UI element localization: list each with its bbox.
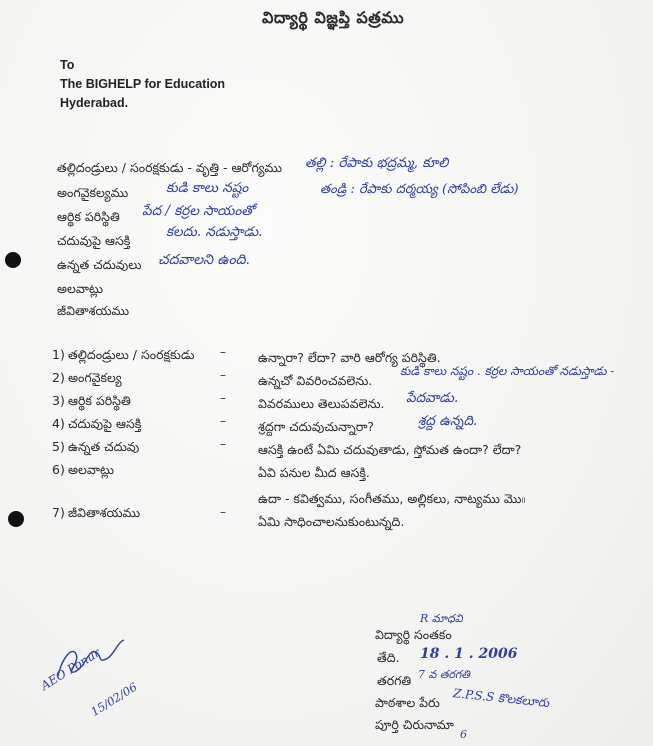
officer-note: AEO Ponur	[38, 645, 103, 693]
school-value: Z.P.S.S కొలకలూరు	[452, 686, 550, 711]
address-city: Hyderabad.	[60, 96, 129, 110]
student-signature-label: విద్యార్థి సంతకం	[375, 627, 452, 642]
guide-dash: –	[220, 437, 226, 451]
punch-hole	[5, 252, 21, 268]
address-to: To	[60, 58, 75, 72]
guide-text-3: వివరములు తెలుపవలెను.	[258, 396, 385, 411]
address-organization: The BIGHELP for Education	[60, 77, 226, 91]
student-signature: R మాధవి	[420, 612, 463, 625]
guide-answer-3: పేదవాడు.	[406, 390, 459, 406]
field-label-higher-studies: ఉన్నత చదువులు	[57, 257, 142, 272]
officer-note-date: 15/02/06	[88, 679, 140, 719]
field-value-financial: పేద / కర్రల సాయంతో	[142, 203, 255, 219]
guide-num-4: 4)	[52, 416, 65, 431]
guide-label-4: చదువుపై ఆసక్తి	[68, 416, 142, 431]
field-label-ambition: జీవితాశయము	[57, 303, 130, 318]
guide-label-5: ఉన్నత చదువు	[68, 439, 140, 454]
form-title: విద్యార్థి విజ్ఞప్తి పత్రము	[262, 8, 405, 27]
guide-dash: –	[220, 414, 226, 428]
officer-signature-icon	[52, 628, 132, 688]
field-label-parents: తల్లిదండ్రులు / సంరక్షకుడు - వృత్తి - ఆరోగ్యము	[57, 160, 282, 175]
guide-text-6: ఏవి పనుల మీద ఆసక్తి.	[258, 465, 370, 480]
field-value-interest: కలదు. నడుస్తాడు.	[166, 224, 263, 240]
guide-dash: –	[220, 345, 226, 359]
field-value-father: తండ్రి : రేపాకు దర్మయ్య (సోపింబి లేడు)	[320, 182, 519, 197]
guide-text-1: ఉన్నారా? లేదా? వారి ఆరోగ్య పరిస్థితి.	[258, 350, 441, 365]
guide-num-1: 1)	[52, 347, 65, 362]
date-label: తేది.	[377, 650, 400, 665]
guide-num-6: 6)	[52, 462, 65, 477]
guide-text-4: శ్రద్దగా చదువుచున్నారా?	[258, 419, 375, 434]
guide-answer-4: శ్రద్ద ఉన్నది.	[418, 413, 478, 429]
guide-label-6: అలవాట్లు	[68, 462, 114, 477]
punch-hole	[8, 511, 24, 527]
class-label: తరగతి	[377, 673, 412, 688]
guide-example: ఉదా - కవిత్వము, సంగీతము, అల్లికలు, నాట్యము మొ။	[258, 491, 526, 506]
guide-num-3: 3)	[52, 393, 65, 408]
field-value-mother: తల్లి : రేపాకు భద్రమ్మ, కూలి	[305, 155, 449, 171]
guide-text-2: ఉన్నచో వివరించవలెను.	[258, 373, 373, 388]
field-label-disability: అంగవైకల్యము	[57, 185, 129, 200]
guide-num-2: 2)	[52, 370, 65, 385]
address-value: 6	[460, 728, 467, 741]
field-value-higher-studies: చదవాలని ఉంది.	[158, 252, 251, 268]
guide-label-2: అంగవైకల్య	[68, 370, 122, 385]
field-label-interest: చదువుపై ఆసక్తి	[57, 233, 131, 248]
guide-dash: –	[220, 391, 226, 405]
guide-dash: –	[220, 505, 226, 519]
guide-num-5: 5)	[52, 439, 65, 454]
class-value: 7 వ తరగతి	[418, 668, 470, 681]
guide-text-7: ఏమి సాధించాలనుకుంటున్నది.	[258, 514, 405, 529]
field-label-habits: అలవాట్లు	[57, 281, 103, 296]
field-value-disability: కుడి కాలు నష్టం	[166, 180, 249, 196]
date-value: 18 . 1 . 2006	[420, 646, 518, 662]
address-label: పూర్తి చిరునామా	[375, 717, 454, 732]
guide-num-7: 7)	[52, 505, 65, 520]
guide-label-7: జీవితాశయము	[68, 505, 141, 520]
guide-dash: –	[220, 368, 226, 382]
guide-label-1: తల్లిదండ్రులు / సంరక్షకుడు	[68, 347, 195, 362]
school-label: పాఠశాల పేరు	[375, 695, 440, 710]
field-label-financial: ఆర్థిక పరిస్థితి	[57, 209, 120, 224]
guide-answer-2: కుడి కాలు నష్టం . కర్రల సాయంతో నడుస్తాడు -	[400, 364, 615, 378]
guide-label-3: ఆర్థిక పరిస్థితి	[68, 393, 131, 408]
guide-text-5: ఆసక్తి ఉంటే ఏమి చదువుతాడు, స్తోమత ఉందా? లేదా?	[258, 442, 522, 457]
